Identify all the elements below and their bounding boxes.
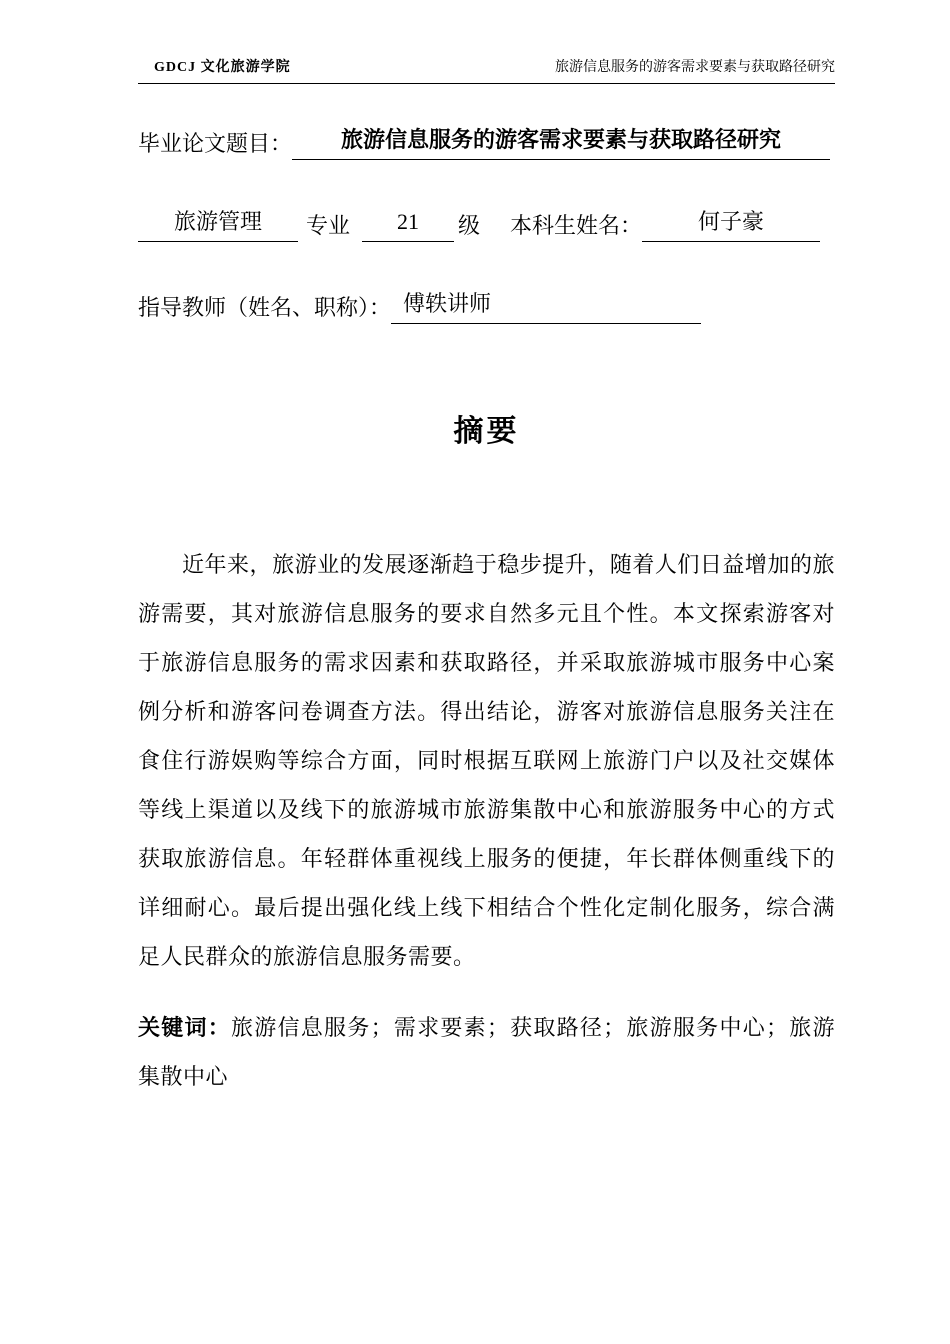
major-label: 专业 <box>306 213 351 238</box>
grade-field <box>362 206 454 242</box>
thesis-title-field <box>292 124 830 160</box>
advisor-line <box>138 288 835 324</box>
header-document-title: 旅游信息服务的游客需求要素与获取路径研究 <box>555 60 835 75</box>
advisor-value: 傅轶讲师 <box>403 291 492 316</box>
thesis-title-line <box>138 124 835 160</box>
header-school-name: GDCJ 文化旅游学院 <box>154 60 291 75</box>
student-name-value: 何子豪 <box>698 209 765 234</box>
thesis-title-value: 旅游信息服务的游客需求要素与获取路径研究 <box>341 127 782 152</box>
keywords-label: 关键词： <box>138 1015 232 1040</box>
thesis-title-label: 毕业论文题目： <box>138 131 293 156</box>
major-value: 旅游管理 <box>173 209 262 234</box>
grade-value: 21 <box>397 209 420 234</box>
abstract-paragraph: 近年来，旅游业的发展逐渐趋于稳步提升，随着人们日益增加的旅游需要，其对旅游信息服务的要求自然多元且个性。本文探索游客对于旅游信息服务的需求因素和获取路径，并采取旅游城市服务中心案例分析和游客问卷调查方法。得出结论，游客对旅游信息服务关注在食住行游娱购等综合方面，同时根据互联网上旅游门户以及社交媒体等线上渠道以及线下的旅游城市旅游集散中心和旅游服务中心的方式获取旅游信息。年轻群体重视线上服务的便捷，年长群体侧重线下的详细耐心。最后提出强化线上线下相结合个性化定制化服务，综合满足人民群众的旅游信息服务需要。 <box>138 552 835 969</box>
advisor-label: 指导教师（姓名、职称）： <box>138 295 392 320</box>
abstract-heading: 摘要 <box>453 415 520 448</box>
student-name-field <box>642 206 820 242</box>
grade-label: 级 <box>458 213 481 238</box>
advisor-field <box>391 288 701 324</box>
student-name-label: 本科生姓名： <box>510 213 643 238</box>
major-grade-student-line <box>138 206 835 242</box>
keywords-value: 旅游信息服务；需求要素；获取路径；旅游服务中心；旅游集散中心 <box>138 1015 835 1089</box>
running-header <box>138 56 835 76</box>
major-field <box>138 206 298 242</box>
header-rule <box>138 83 835 84</box>
keywords-line <box>138 1003 835 1101</box>
